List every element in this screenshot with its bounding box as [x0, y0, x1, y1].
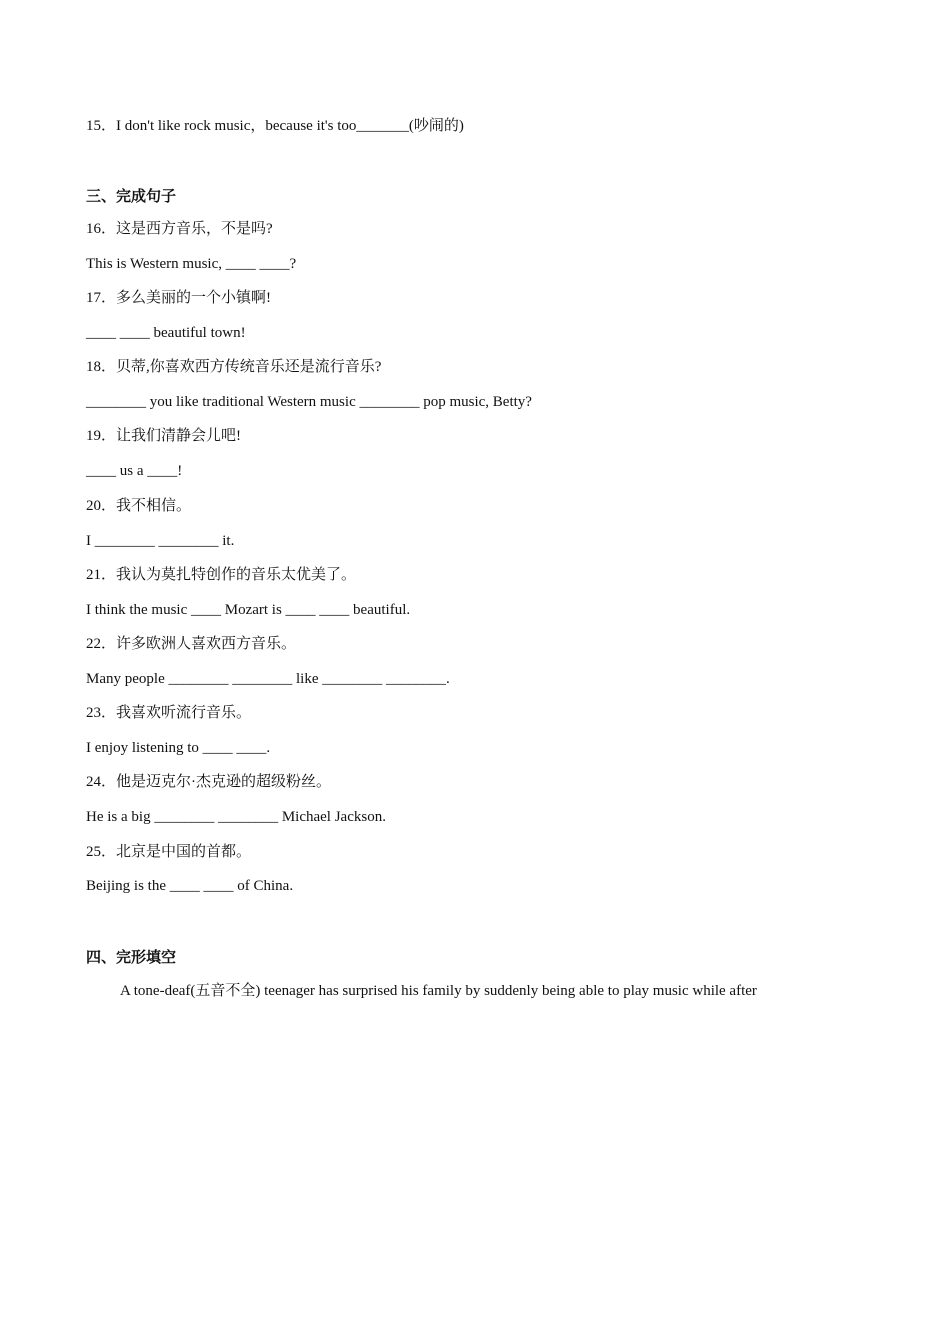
question-23-answer: I enjoy listening to ____ ____. [86, 740, 271, 756]
question-prompt: 多么美丽的一个小镇啊! [116, 290, 272, 306]
question-number: 23． [86, 705, 117, 721]
question-number: 19． [86, 428, 117, 444]
question-prompt: 我不相信。 [116, 498, 192, 514]
question-prompt: 许多欧洲人喜欢西方音乐。 [116, 636, 297, 652]
question-16-answer: This is Western music, ____ ____? [86, 256, 297, 272]
question-prompt: 我认为莫扎特创作的音乐太优美了。 [116, 567, 357, 583]
question-prompt: 贝蒂,你喜欢西方传统音乐还是流行音乐? [116, 359, 382, 375]
question-19-answer: ____ us a ____! [86, 463, 183, 479]
question-25-prompt [86, 842, 251, 862]
question-number: 24． [86, 774, 117, 790]
question-17-answer: ____ ____ beautiful town! [86, 325, 246, 341]
question-15 [86, 116, 464, 136]
question-number: 25． [86, 844, 117, 860]
question-number: 21． [86, 567, 117, 583]
question-20-prompt [86, 496, 191, 516]
question-number: 22． [86, 636, 117, 652]
question-22-prompt [86, 634, 296, 654]
question-number: 17． [86, 290, 117, 306]
question-23-prompt [86, 703, 251, 723]
question-prompt: 他是迈克尔·杰克逊的超级粉丝。 [116, 774, 332, 790]
question-number: 16． [86, 221, 117, 237]
question-prompt: 这是西方音乐，不是吗? [116, 221, 273, 237]
question-18-answer: ________ you like traditional Western music ________ pop music, Betty? [86, 394, 532, 410]
cloze-paragraph: A tone-deaf(五音不全) teenager has surprised his family by suddenly being able to play music while after [120, 983, 757, 999]
question-number: 20． [86, 498, 117, 514]
question-18-prompt [86, 357, 381, 377]
question-25-answer: Beijing is the ____ ____ of China. [86, 878, 294, 894]
question-19-prompt [86, 426, 241, 446]
question-24-answer: He is a big ________ ________ Michael Jackson. [86, 809, 386, 825]
question-number: 15． [86, 118, 117, 134]
question-24-prompt [86, 772, 331, 792]
section-heading-complete-sentences: 三、完成句子 [86, 187, 177, 205]
question-21-prompt [86, 565, 356, 585]
question-prompt: 我喜欢听流行音乐。 [116, 705, 252, 721]
question-prompt: 北京是中国的首都。 [116, 844, 252, 860]
question-21-answer: I think the music ____ Mozart is ____ ____ beautiful. [86, 602, 411, 618]
question-20-answer: I ________ ________ it. [86, 533, 235, 549]
question-text: I don't like rock music，because it's too_______(吵闹的) [116, 118, 464, 134]
question-22-answer: Many people ________ ________ like ________ ________. [86, 671, 450, 687]
section-heading-cloze: 四、完形填空 [86, 948, 177, 966]
question-17-prompt [86, 288, 271, 308]
question-prompt: 让我们清静会儿吧! [116, 428, 242, 444]
question-16-prompt [86, 219, 273, 239]
question-number: 18． [86, 359, 117, 375]
